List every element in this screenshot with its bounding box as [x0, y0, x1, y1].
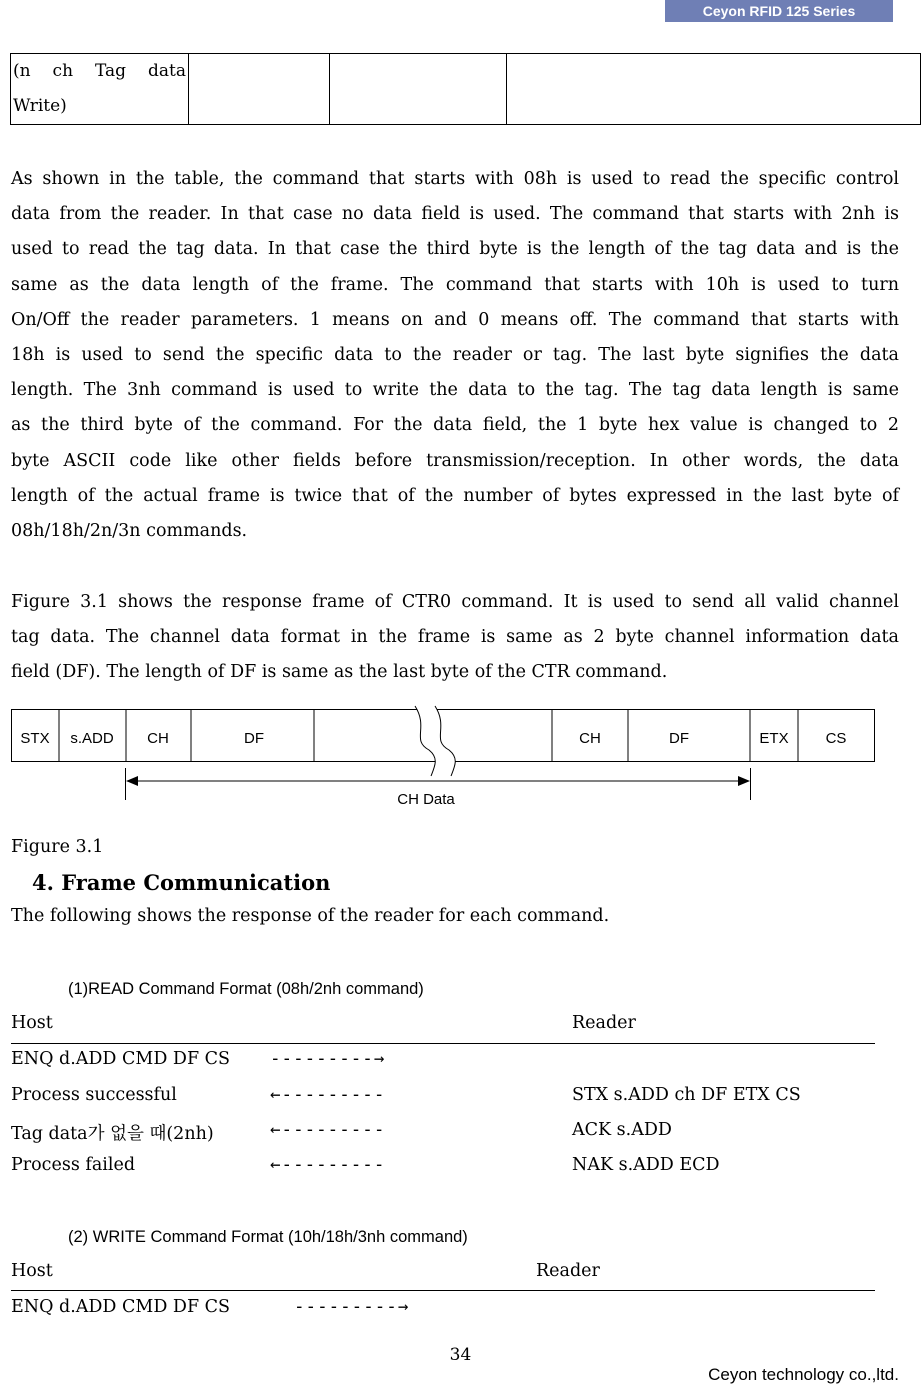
- field-df: DF: [244, 730, 264, 747]
- field-cs: CS: [825, 730, 847, 747]
- text-line: data from the reader. In that case no data field is used. The command that starts with 2nh is: [11, 204, 899, 225]
- host-label: Host: [11, 1013, 53, 1033]
- read-format-heading: (1)READ Command Format (08h/2nh command): [68, 980, 424, 998]
- text-line: length. The 3nh command is used to write the data to the tag. The tag data length is same: [11, 380, 899, 401]
- host-cell: Process failed: [11, 1155, 136, 1175]
- text-line: byte ASCII code like other fields before transmission/reception. In other words, the data: [11, 450, 899, 471]
- reader-label: Reader: [572, 1013, 636, 1033]
- arrow-left: ←---------: [270, 1085, 386, 1105]
- text-line: On/Off the reader parameters. 1 means on and 0 means off. The command that starts with: [11, 309, 899, 330]
- arrow-right: ---------→: [294, 1297, 410, 1317]
- reader-cell: STX s.ADD ch DF ETX CS: [572, 1085, 801, 1105]
- text-line: Figure 3.1 shows the response frame of CTR0 command. It is used to send all valid channel: [11, 592, 899, 612]
- span-arrow-left: [126, 776, 138, 786]
- field-ch: CH: [147, 730, 169, 747]
- host-cell: ENQ d.ADD CMD DF CS: [11, 1297, 231, 1317]
- cell-word: (n: [13, 61, 31, 81]
- page-number: 34: [449, 1345, 472, 1365]
- span-arrow-right: [738, 776, 750, 786]
- field-etx: ETX: [759, 730, 789, 747]
- host-cell: Tag data가 없을 때(2nh): [11, 1124, 214, 1144]
- section-title: 4. Frame Communication: [32, 870, 331, 895]
- table-cell-empty: [189, 54, 330, 125]
- reader-cell: NAK s.ADD ECD: [572, 1155, 720, 1175]
- text-line: 08h/18h/2n/3n commands.: [11, 521, 248, 542]
- text-line: length of the actual frame is twice that of the number of bytes expressed in the last byte of: [11, 485, 899, 506]
- field-df: DF: [669, 730, 689, 747]
- arrow-right: ---------→: [270, 1049, 386, 1069]
- span-label: CH Data: [397, 791, 455, 808]
- paragraph-command-description: [11, 162, 899, 549]
- field-ch: CH: [579, 730, 601, 747]
- text-line: 18h is used to send the specific data to the reader or tag. The last byte signifies the data: [11, 345, 899, 366]
- host-label: Host: [11, 1261, 53, 1281]
- arrow-left: ←---------: [270, 1120, 386, 1140]
- cell-word: ch: [52, 61, 74, 81]
- read-header-rule: [11, 1043, 875, 1044]
- table-row: [11, 1297, 875, 1327]
- table-row: [11, 1049, 875, 1079]
- arrow-left: ←---------: [270, 1155, 386, 1175]
- cell-word: Write): [13, 96, 67, 116]
- table-row: [11, 1120, 875, 1150]
- section-intro: The following shows the response of the reader for each command.: [11, 906, 610, 926]
- text-line: used to read the tag data. In that case the third byte is the length of the tag data and is the: [11, 239, 899, 260]
- cell-word: Tag: [94, 61, 127, 81]
- series-badge: Ceyon RFID 125 Series: [665, 0, 893, 22]
- table-cell-empty: [330, 54, 507, 125]
- text-line: same as the data length of the frame. The command that starts with 10h is used to turn: [11, 274, 899, 295]
- frame-diagram: [11, 700, 891, 810]
- host-cell: Process successful: [11, 1085, 177, 1105]
- cell-word: data: [147, 61, 186, 81]
- text-line: tag data. The channel data format in the frame is same as 2 byte channel information data: [11, 627, 899, 648]
- text-line: field (DF). The length of DF is same as the last byte of the CTR command.: [11, 662, 668, 683]
- table-cell-empty: [507, 54, 921, 125]
- text-line: As shown in the table, the command that starts with 08h is used to read the specific control: [11, 169, 899, 189]
- write-header-row: [11, 1261, 875, 1291]
- footer-company: Ceyon technology co.,ltd.: [708, 1365, 899, 1384]
- reader-label: Reader: [536, 1261, 600, 1281]
- read-header-row: [11, 1013, 875, 1043]
- paragraph-figure-description: [11, 585, 899, 691]
- write-header-rule: [11, 1290, 875, 1291]
- text-line: as the third byte of the command. For the data field, the 1 byte hex value is changed to 2: [11, 415, 899, 436]
- field-stx: STX: [20, 730, 50, 747]
- table-row: [11, 1155, 875, 1185]
- table-row: [11, 1085, 875, 1115]
- host-cell: ENQ d.ADD CMD DF CS: [11, 1049, 231, 1069]
- table-cell-command: [11, 54, 189, 125]
- write-format-heading: (2) WRITE Command Format (10h/18h/3nh command): [68, 1228, 468, 1246]
- frame-diagram-svg: [11, 700, 891, 810]
- command-table-fragment: [10, 53, 921, 125]
- field-sadd: s.ADD: [70, 730, 114, 747]
- figure-caption: Figure 3.1: [11, 837, 104, 857]
- reader-cell: ACK s.ADD: [572, 1120, 672, 1140]
